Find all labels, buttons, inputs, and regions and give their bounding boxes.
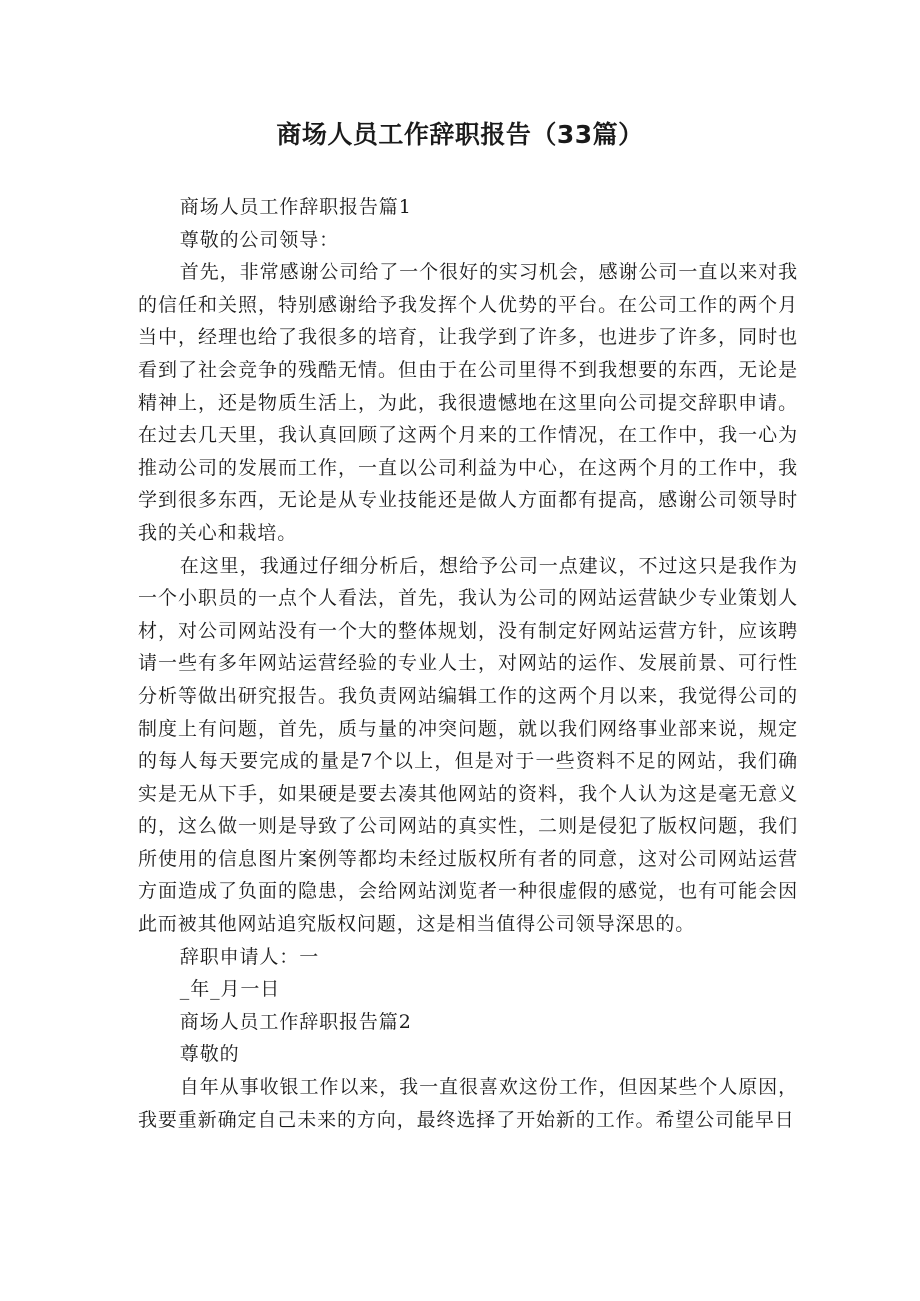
salutation: 尊敬的公司领导： [179,228,339,251]
paragraph: 在这里，我通过仔细分析后，想给予公司一点建议，不过这只是我作为一个小职员的一点个人看法，首先，我认为公司的网站运营缺少专业策划人材，对公司网站没有一个大的整体规划，没有制定好网站运营方针，应该聘请一些有多年网站运营经验的专业人士，对网站的运作、发展前景、可行性分析等做出研究报告。我负责网站编辑工作的这两个月以来，我觉得公司的制度上有问题，首先，质与量的冲突问题，就以我们网络事业部来说，规定的每人每天要完成的量是7个以上，但是对于一些资料不足的网站，我们确实是无从下手，如果硬是要去凑其他网站的资料，我个人认为这是毫无意义的，这么做一则是导致了公司网站的真实性，二则是侵犯了版权问题，我们所使用的信息图片案例等都均未经过版权所有者的同意，这对公司网站运营方面造成了负面的隐患，会给网站浏览者一种很虚假的感觉，也有可能会因此而被其他网站追究版权问题，这是相当值得公司领导深思的。 [138,554,798,936]
document-title: 商场人员工作辞职报告（33篇） [276,120,644,149]
paragraph: 首先，非常感谢公司给了一个很好的实习机会，感谢公司一直以来对我的信任和关照，特别感谢给予我发挥个人优势的平台。在公司工作的两个月当中，经理也给了我很多的培育，让我学到了许多，也进步了许多，同时也看到了社会竞争的残酷无情。但由于在公司里得不到我想要的东西，无论是精神上，还是物质生活上，为此，我很遗憾地在这里向公司提交辞职申请。在过去几天里，我认真回顾了这两个月来的工作情况，在工作中，我一心为推动公司的发展而工作，一直以公司利益为中心，在这两个月的工作中，我学到很多东西，无论是从专业技能还是做人方面都有提高，感谢公司领导时我的关心和栽培。 [138,261,798,544]
paragraph: 自年从事收银工作以来，我一直很喜欢这份工作，但因某些个人原因，我要重新确定自己未来的方向，最终选择了开始新的工作。希望公司能早日 [138,1076,798,1131]
section-heading: 商场人员工作辞职报告篇2 [179,1010,412,1033]
document-body [138,191,798,1136]
date-line: _年_月一日 [179,978,281,1001]
salutation: 尊敬的 [179,1043,240,1066]
section-heading: 商场人员工作辞职报告篇1 [179,196,412,218]
signature-line: 辞职申请人：一 [179,945,320,968]
